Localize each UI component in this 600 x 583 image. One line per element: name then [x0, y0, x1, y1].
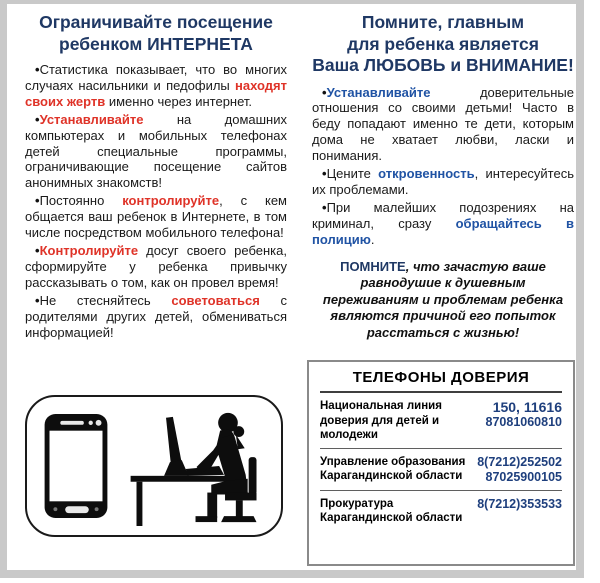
- bullet-icon: •: [322, 199, 327, 215]
- phone-number: 87081060810: [485, 415, 562, 429]
- paragraph-text: Цените: [326, 166, 379, 182]
- reminder-lead: ПОМНИТЕ: [340, 258, 406, 274]
- bullet-icon: •: [322, 84, 327, 100]
- paragraph-text: .: [370, 231, 375, 247]
- left-paragraph-3: [25, 193, 287, 241]
- reminder-note: [312, 259, 574, 342]
- bullet-icon: •: [35, 193, 40, 209]
- left-paragraph-1: [25, 62, 287, 110]
- helpline-box-title: ТЕЛЕФОНЫ ДОВЕРИЯ: [320, 369, 562, 393]
- helpline-label: Прокуратура Карагандинской области: [320, 497, 463, 524]
- phone-number: 8(7212)353533: [477, 496, 562, 511]
- paragraph-text: досуг своего ребенка, сформируйте у ребенка привычку рассказывать о том, как он провел время!: [25, 242, 287, 290]
- left-column: [25, 12, 287, 342]
- paragraph-text: доверительные отношения со своими детьми! Часто в беду попадают именно те дети, которым дома не хватает любви, ласки и понимания.: [312, 84, 574, 164]
- helpline-numbers: [486, 399, 562, 443]
- left-paragraph-2: [25, 112, 287, 192]
- left-paragraph-5: [25, 293, 287, 341]
- helpline-label: Национальная линия доверия для детей и молодежи: [320, 400, 442, 441]
- paragraph-text: на домашних компьютерах и мобильных телефонах детей специальные программы, ограничивающие посещение сайтов анонимных знакомств!: [25, 111, 287, 191]
- right-title-line1: Помните, главным: [361, 12, 525, 32]
- paragraph-text: именно через интернет.: [105, 93, 253, 109]
- paragraph-text: Статистика показывает, что во многих случаях насильники и педофилы: [25, 62, 287, 93]
- red-emphasis: Контролируйте: [39, 242, 139, 258]
- phone-number: 87025900105: [485, 469, 562, 484]
- page-edge-top: [0, 0, 584, 4]
- right-paragraph-3: [312, 200, 574, 248]
- bullet-icon: •: [35, 62, 40, 77]
- table-row: [320, 448, 562, 490]
- bullet-icon: •: [35, 242, 40, 258]
- blue-emphasis: откровенность: [378, 166, 475, 182]
- paragraph-text: При малейших подозрениях на криминал, сразу: [312, 199, 574, 231]
- phone-and-child-illustration: [25, 395, 283, 537]
- right-paragraph-2: [312, 166, 574, 198]
- reminder-text: , что зачастую ваше равнодушие к душевным переживаниям и проблемам ребенка являются причиной его попыток расстаться с жизнью!: [322, 258, 564, 340]
- phone-number: 8(7212)252502: [477, 454, 562, 469]
- paragraph-text: , интересуйтесь их проблемами.: [312, 166, 574, 197]
- blue-emphasis: обращайтесь в полицию: [312, 215, 574, 247]
- paragraph-text: Постоянно: [39, 193, 123, 209]
- paragraph-text: , с кем общается ваш ребенок в Интернете, в том числе посредством мобильного телефона!: [25, 193, 287, 241]
- paragraph-text: с родителями других детей, обмениваться информацией!: [25, 292, 287, 340]
- helpline-numbers: [477, 497, 562, 526]
- left-title-line1: Ограничивайте посещение: [39, 12, 273, 32]
- bullet-icon: •: [322, 166, 327, 182]
- right-column: [312, 12, 574, 342]
- left-title-line2: ребенком ИНТЕРНЕТА: [59, 33, 253, 54]
- red-emphasis: Устанавливайте: [39, 111, 144, 127]
- table-row: [320, 393, 562, 448]
- bullet-icon: •: [35, 111, 40, 127]
- bullet-icon: •: [35, 292, 40, 308]
- red-emphasis: находят своих жертв: [25, 77, 287, 109]
- child-at-computer-icon: [130, 406, 264, 526]
- left-column-title: [25, 12, 287, 55]
- table-row: [320, 490, 562, 531]
- page-edge-bottom: [0, 570, 584, 578]
- helpline-label: Управление образования Карагандинской области: [320, 455, 466, 482]
- right-title-line3: Ваша ЛЮБОВЬ и ВНИМАНИЕ!: [312, 55, 574, 75]
- helpline-phone-box: [307, 360, 575, 566]
- smartphone-icon: [44, 414, 108, 518]
- page-edge-left: [0, 0, 7, 578]
- right-title-line2: для ребенка является: [347, 33, 539, 54]
- helpline-numbers: [477, 455, 562, 485]
- left-paragraph-4: [25, 243, 287, 291]
- red-emphasis: контролируйте: [122, 193, 220, 209]
- red-emphasis: советоваться: [171, 292, 260, 308]
- phone-number: 150, 11616: [492, 399, 562, 415]
- right-paragraph-1: [312, 85, 574, 165]
- blue-emphasis: Устанавливайте: [326, 84, 431, 100]
- page-edge-right: [576, 0, 584, 578]
- right-column-title: [312, 12, 574, 77]
- paragraph-text: Не стесняйтесь: [39, 292, 172, 308]
